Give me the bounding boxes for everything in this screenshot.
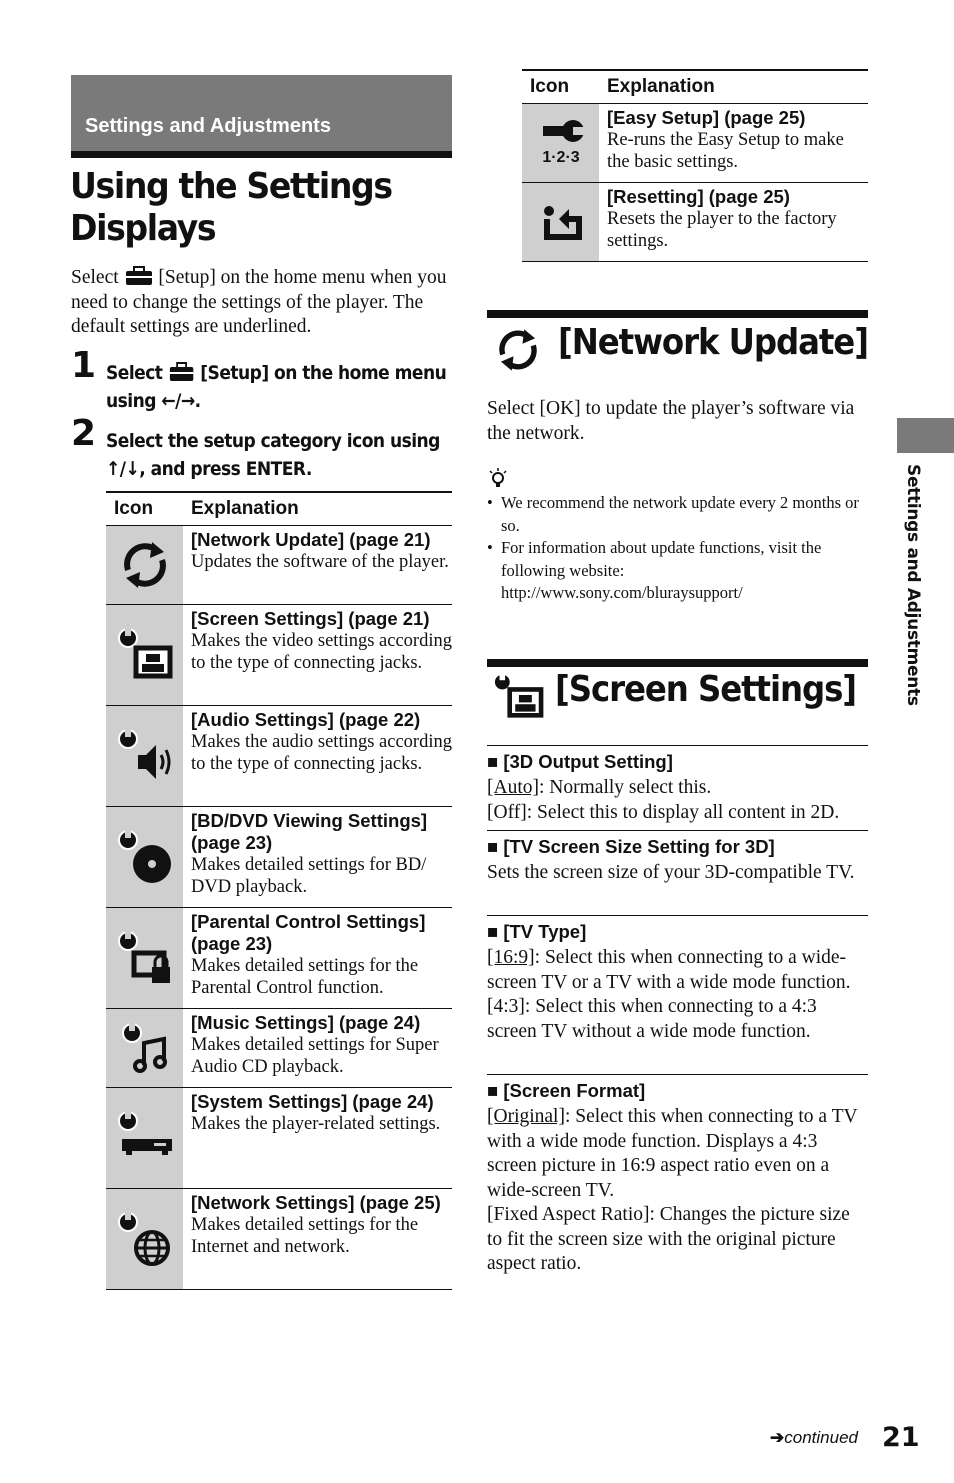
option-body <box>487 776 868 825</box>
option-text: : Select this when connecting to a wide-screen TV or a TV with a wide mode function. <box>487 947 851 993</box>
col-header-explanation: Explanation <box>183 492 452 525</box>
audio-settings-icon <box>114 725 176 787</box>
step-1-text <box>106 359 448 415</box>
section-rule <box>487 310 868 318</box>
option-text: [Off]: Select this to display all content in 2D. <box>487 801 840 823</box>
default-value: [16:9] <box>487 947 535 968</box>
option-tv-screen-size-3d <box>487 830 868 886</box>
option-heading: ■ [3D Output Setting] <box>487 751 673 772</box>
row-description: Makes detailed settings for the Parental Control function. <box>191 955 419 998</box>
section-label: Settings and Adjustments <box>85 115 331 137</box>
row-description: Makes the video settings according to the type of connecting jacks. <box>191 630 452 673</box>
option-tv-type <box>487 915 868 1044</box>
settings-category-table <box>106 491 452 1290</box>
row-heading: [System Settings] (page 24) <box>191 1090 434 1112</box>
table-row <box>106 1008 452 1087</box>
option-text: Sets the screen size of your 3D-compatible TV. <box>487 862 855 883</box>
option-heading: ■ [TV Screen Size Setting for 3D] <box>487 836 775 857</box>
screen-settings-icon <box>114 624 176 686</box>
row-heading: [Network Update] (page 21) <box>191 528 431 550</box>
option-screen-format <box>487 1074 868 1277</box>
section-rule <box>487 659 868 667</box>
screen-settings-heading: [Screen Settings] <box>555 669 857 710</box>
row-heading: [BD/DVD Viewing Settings] (page 23) <box>191 809 428 853</box>
table-row <box>106 806 452 907</box>
table-row <box>106 525 452 604</box>
table-row <box>106 1188 452 1289</box>
hint-notes <box>487 492 868 605</box>
step-1-before: Select <box>106 362 163 384</box>
option-heading-text: [3D Output Setting] <box>503 751 673 772</box>
step-2-text: Select the setup category icon using ↑/↓, and press ENTER. <box>106 430 440 480</box>
bd-dvd-viewing-settings-icon <box>114 826 176 888</box>
row-heading: [Music Settings] (page 24) <box>191 1011 421 1033</box>
option-heading-text: [Screen Format] <box>503 1080 646 1101</box>
parental-control-settings-icon <box>114 927 176 989</box>
row-heading: [Resetting] (page 25) <box>607 185 790 207</box>
row-description: Makes detailed settings for the Internet and network. <box>191 1214 419 1257</box>
table-row <box>522 103 868 182</box>
toolbox-icon <box>124 266 154 286</box>
row-description: Updates the software of the player. <box>191 551 449 572</box>
toolbox-icon <box>168 362 195 382</box>
continued-label <box>770 1428 858 1448</box>
side-chapter-label: Settings and Adjustments <box>903 464 923 706</box>
step-1-number: 1 <box>71 345 97 386</box>
row-heading: [Easy Setup] (page 25) <box>607 106 806 128</box>
option-body <box>487 1105 868 1277</box>
list-item: • We recommend the network update every 2 months or so. <box>487 492 868 537</box>
network-update-icon <box>116 536 174 594</box>
default-value: [Original] <box>487 1106 565 1127</box>
row-heading: [Audio Settings] (page 22) <box>191 708 421 730</box>
col-header-icon: Icon <box>106 492 183 525</box>
option-3d-output <box>487 745 868 825</box>
row-description: Makes detailed settings for Super Audio CD playback. <box>191 1034 439 1077</box>
section-band <box>71 75 452 158</box>
lightbulb-hint-icon <box>488 467 508 489</box>
row-description: Resets the player to the factory settings. <box>607 208 837 251</box>
option-heading-text: [TV Type] <box>503 921 587 942</box>
table-row <box>106 1087 452 1188</box>
option-heading: ■ [Screen Format] <box>487 1080 646 1101</box>
network-update-icon <box>489 324 547 376</box>
system-settings-icon <box>114 1107 176 1169</box>
option-text: [Fixed Aspect Ratio]: Changes the picture size to fit the screen size with the original picture aspect ratio. <box>487 1204 850 1274</box>
row-heading: [Parental Control Settings] (page 23) <box>191 910 426 954</box>
screen-settings-icon <box>489 671 547 719</box>
page-title: Using the Settings Displays <box>70 166 392 249</box>
extra-settings-table <box>522 69 868 262</box>
step-1-after: [Setup] on the home menu using ←/→. <box>106 362 447 412</box>
continued-text: continued <box>784 1428 858 1447</box>
option-text: : Select this when connecting to a TV with a wide mode function. Displays a 4:3 screen picture in 16:9 aspect ratio even on a wide-screen TV. <box>487 1106 858 1201</box>
col-header-explanation: Explanation <box>599 70 868 103</box>
option-text: [4:3]: Select this when connecting to a 4:3 screen TV without a wide mode function. <box>487 996 817 1042</box>
row-heading: [Screen Settings] (page 21) <box>191 607 430 629</box>
resetting-icon <box>531 197 591 247</box>
step-2-number: 2 <box>71 413 97 454</box>
row-heading: [Network Settings] (page 25) <box>191 1191 441 1213</box>
row-description: Makes detailed settings for BD/ DVD playback. <box>191 854 427 897</box>
intro-after: [Setup] on the home menu when you need to change the settings of the player. The default settings are underlined. <box>71 267 447 337</box>
table-row <box>106 604 452 705</box>
row-description: Re-runs the Easy Setup to make the basic settings. <box>607 129 844 172</box>
network-update-heading: [Network Update] <box>558 322 868 363</box>
chapter-tab <box>897 418 954 453</box>
option-body <box>487 946 868 1044</box>
table-row <box>106 705 452 806</box>
music-settings-icon <box>114 1019 176 1077</box>
row-description: Makes the player-related settings. <box>191 1113 441 1134</box>
network-update-body: Select [OK] to update the player’s software via the network. <box>487 398 855 444</box>
option-heading-text: [TV Screen Size Setting for 3D] <box>503 836 775 857</box>
intro-paragraph <box>71 266 456 340</box>
default-value: [Auto] <box>487 777 539 798</box>
list-item: • For information about update functions, visit the following website: http://www.sony.com/bluraysupport/ <box>487 537 868 605</box>
table-row <box>522 182 868 261</box>
arrow-right-icon: ➔ <box>770 1428 785 1447</box>
row-description: Makes the audio settings according to the type of connecting jacks. <box>191 731 452 774</box>
table-row <box>106 907 452 1008</box>
intro-before: Select <box>71 267 119 288</box>
option-heading: ■ [TV Type] <box>487 921 587 942</box>
easy-setup-icon <box>531 114 591 172</box>
option-text: : Normally select this. <box>539 777 712 798</box>
col-header-icon: Icon <box>522 70 599 103</box>
network-settings-icon <box>114 1208 176 1270</box>
easy-setup-icon-label: 1·2·3 <box>541 148 580 166</box>
page-number: 21 <box>882 1422 920 1453</box>
